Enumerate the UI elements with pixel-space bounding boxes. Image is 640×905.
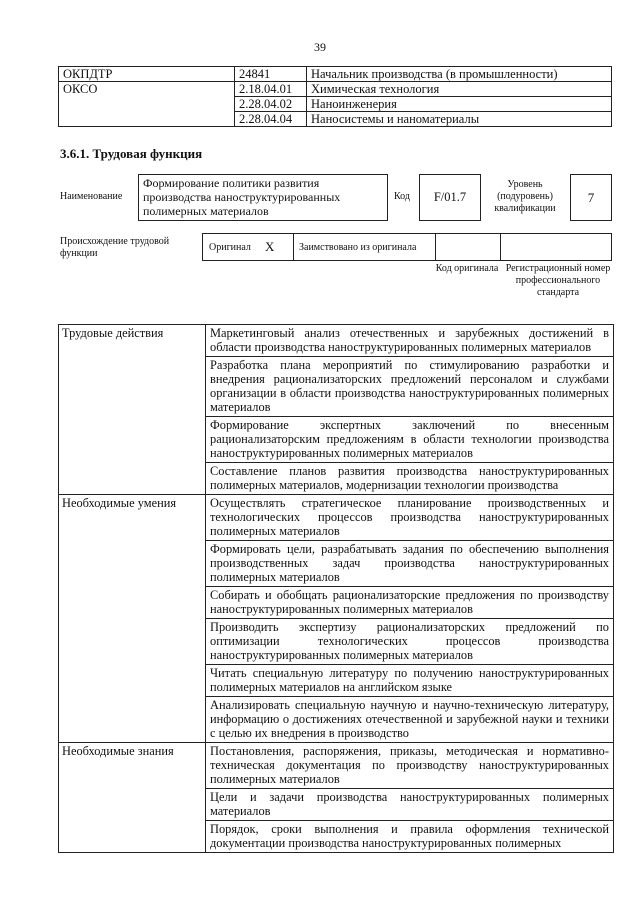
code-code-cell bbox=[59, 97, 235, 112]
code-title-cell: Наносистемы и наноматериалы bbox=[307, 112, 612, 127]
detail-item: Формировать цели, разрабатывать задания по обеспечению выполнения производственных задач производства наноструктурированных полимерных материалов bbox=[206, 541, 614, 587]
level-label: Уровень (подуровень) квалификации bbox=[494, 179, 556, 214]
detail-row bbox=[59, 325, 614, 357]
detail-item: Формирование экспертных заключений по внесенным рационализаторским предложениям в области технологии производства наноструктурированных полимерных материалов bbox=[206, 417, 614, 463]
code-code-cell: ОКПДТР bbox=[59, 67, 235, 82]
detail-item: Цели и задачи производства наноструктурированных полимерных материалов bbox=[206, 789, 614, 821]
code-code-cell: ОКСО bbox=[59, 82, 235, 97]
detail-item: Постановления, распоряжения, приказы, методическая и нормативно-техническая документация по производству наноструктурированных полимерных материалов bbox=[206, 743, 614, 789]
detail-item: Производить экспертизу рационализаторских предложений по оптимизации технологических процессов производства наноструктурированных полимерных материалов bbox=[206, 619, 614, 665]
original-mark: X bbox=[265, 239, 275, 254]
code-row bbox=[59, 97, 612, 112]
category-label: Трудовые действия bbox=[59, 325, 206, 495]
category-label: Необходимые знания bbox=[59, 743, 206, 853]
code-number-cell: 24841 bbox=[235, 67, 307, 82]
detail-item: Собирать и обобщать рационализаторские предложения по производству наноструктурированных полимерных материалов bbox=[206, 587, 614, 619]
borrowed-label: Заимствовано из оригинала bbox=[299, 242, 417, 253]
function-code: F/01.7 bbox=[419, 174, 481, 221]
code-title-cell: Химическая технология bbox=[307, 82, 612, 97]
origin-label: Происхождение трудовой функции bbox=[60, 236, 170, 259]
detail-item: Порядок, сроки выполнения и правила оформления технической документации производства наноструктурированных полимерных bbox=[206, 821, 614, 853]
section-title: 3.6.1. Трудовая функция bbox=[60, 146, 203, 161]
code-title-cell: Наноинженерия bbox=[307, 97, 612, 112]
original-cell bbox=[202, 233, 294, 261]
function-name: Формирование политики развития производства наноструктурированных полимерных материалов bbox=[138, 174, 388, 221]
registration-number-caption: Регистрационный номер профессионального стандарта bbox=[505, 263, 611, 298]
name-label: Наименование bbox=[60, 191, 123, 202]
code-title-cell: Начальник производства (в промышленности) bbox=[307, 67, 612, 82]
code-number-cell: 2.18.04.01 bbox=[235, 82, 307, 97]
detail-item: Составление планов развития производства наноструктурированных полимерных материалов, модернизации технологии производства bbox=[206, 463, 614, 495]
code-label: Код bbox=[394, 191, 410, 202]
page-number: 39 bbox=[314, 40, 326, 54]
category-label: Необходимые умения bbox=[59, 495, 206, 743]
original-label: Оригинал bbox=[209, 242, 251, 253]
classification-codes-table bbox=[58, 66, 612, 127]
code-row bbox=[59, 82, 612, 97]
detail-item: Анализировать специальную научную и научно-техническую литературу, информацию о достижениях отечественной и зарубежной науки и техники с целью их внедрения в производство bbox=[206, 697, 614, 743]
function-details-table bbox=[58, 324, 614, 853]
detail-item: Читать специальную литературу по получению наноструктурированных полимерных материалов на английском языке bbox=[206, 665, 614, 697]
code-code-cell bbox=[59, 112, 235, 127]
code-row bbox=[59, 112, 612, 127]
code-number-cell: 2.28.04.04 bbox=[235, 112, 307, 127]
origin-row bbox=[202, 233, 612, 261]
detail-row bbox=[59, 495, 614, 541]
original-code-cell bbox=[435, 233, 501, 261]
original-code-caption: Код оригинала bbox=[435, 263, 499, 274]
detail-row bbox=[59, 743, 614, 789]
detail-item: Маркетинговый анализ отечественных и зарубежных достижений в области производства наноструктурированных полимерных материалов bbox=[206, 325, 614, 357]
borrowed-cell bbox=[293, 233, 436, 261]
detail-item: Осуществлять стратегическое планирование производственных и технологических процессов производства наноструктурированных полимерных материалов bbox=[206, 495, 614, 541]
code-number-cell: 2.28.04.02 bbox=[235, 97, 307, 112]
code-row bbox=[59, 67, 612, 82]
detail-item: Разработка плана мероприятий по стимулированию разработки и внедрения рационализаторских предложений персоналом и службами организации в области производства наноструктурированных полимерных материалов bbox=[206, 357, 614, 417]
registration-number-cell bbox=[500, 233, 612, 261]
qualification-level: 7 bbox=[570, 174, 612, 221]
